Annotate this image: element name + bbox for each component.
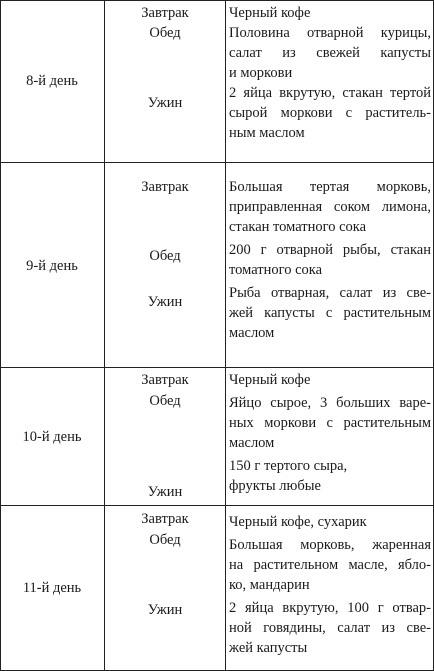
description-line: фрукты любые: [229, 478, 321, 494]
meal-lunch: Обед: [149, 393, 181, 409]
column-divider-meal: [225, 0, 226, 671]
row-divider: [0, 367, 434, 368]
description-line: 2 яйца вкрутую, стакан тертой: [229, 85, 431, 101]
meal-breakfast: Завтрак: [141, 372, 189, 388]
description-line: стакан томатного сока: [229, 219, 367, 235]
description-line: маслом: [229, 325, 275, 341]
description-line: жей капусты: [229, 640, 308, 656]
column-divider-day: [104, 0, 105, 671]
meal-dinner: Ужин: [147, 602, 183, 618]
description-line: Рыба отварная, салат из све-: [229, 285, 431, 301]
row-divider: [0, 505, 434, 506]
description-line: приправленная соком лимона,: [229, 199, 431, 215]
description-line: ным маслом: [229, 125, 305, 141]
day-label: 9-й день: [26, 258, 78, 274]
meal-dinner: Ужин: [147, 294, 183, 310]
description-line: сырой моркови с раститель-: [229, 105, 431, 121]
description-line: ной говядины, салат из све-: [229, 620, 431, 636]
meal-breakfast: Завтрак: [141, 5, 189, 21]
description-line: Половина отварной курицы,: [229, 25, 431, 41]
meal-description: [229, 177, 431, 343]
description-line: томатного сока: [229, 262, 323, 278]
description-line: 2 яйца вкрутую, 100 г отвар-: [229, 600, 431, 616]
day-label: 8-й день: [26, 73, 78, 89]
meal-description: [229, 512, 431, 658]
description-line: Черный кофе: [229, 372, 311, 388]
description-line: жей капусты с растительным: [229, 305, 431, 321]
description-line: ных моркови с растительным: [229, 415, 431, 431]
meal-description: [229, 370, 431, 496]
description-line: Яйцо сырое, 3 больших варе-: [229, 395, 431, 411]
meal-lunch: Обед: [149, 532, 181, 548]
meal-dinner: Ужин: [147, 95, 183, 111]
meal-lunch: Обед: [149, 248, 181, 264]
meal-description: [229, 3, 431, 143]
description-line: маслом: [229, 435, 275, 451]
meal-breakfast: Завтрак: [141, 511, 189, 527]
row-divider-top: [0, 0, 434, 1]
day-label: 10-й день: [22, 429, 82, 445]
meal-dinner: Ужин: [147, 484, 183, 500]
day-label: 11-й день: [22, 580, 82, 596]
description-line: салат из свежей капусты: [229, 45, 431, 61]
description-line: ко, мандарин: [229, 577, 310, 593]
table-border-left: [0, 0, 1, 671]
description-line: 150 г тертого сыра,: [229, 458, 348, 474]
description-line: на растительном масле, ябло-: [229, 557, 431, 573]
description-line: Черный кофе: [229, 5, 311, 21]
description-line: 200 г отварной рыбы, стакан: [229, 242, 431, 258]
row-divider: [0, 162, 434, 163]
description-line: Большая морковь, жаренная: [229, 537, 431, 553]
description-line: и моркови: [229, 65, 293, 81]
description-line: Черный кофе, сухарик: [229, 514, 367, 530]
meal-breakfast: Завтрак: [141, 179, 189, 195]
meal-lunch: Обед: [149, 25, 181, 41]
description-line: Большая тертая морковь,: [229, 179, 431, 195]
